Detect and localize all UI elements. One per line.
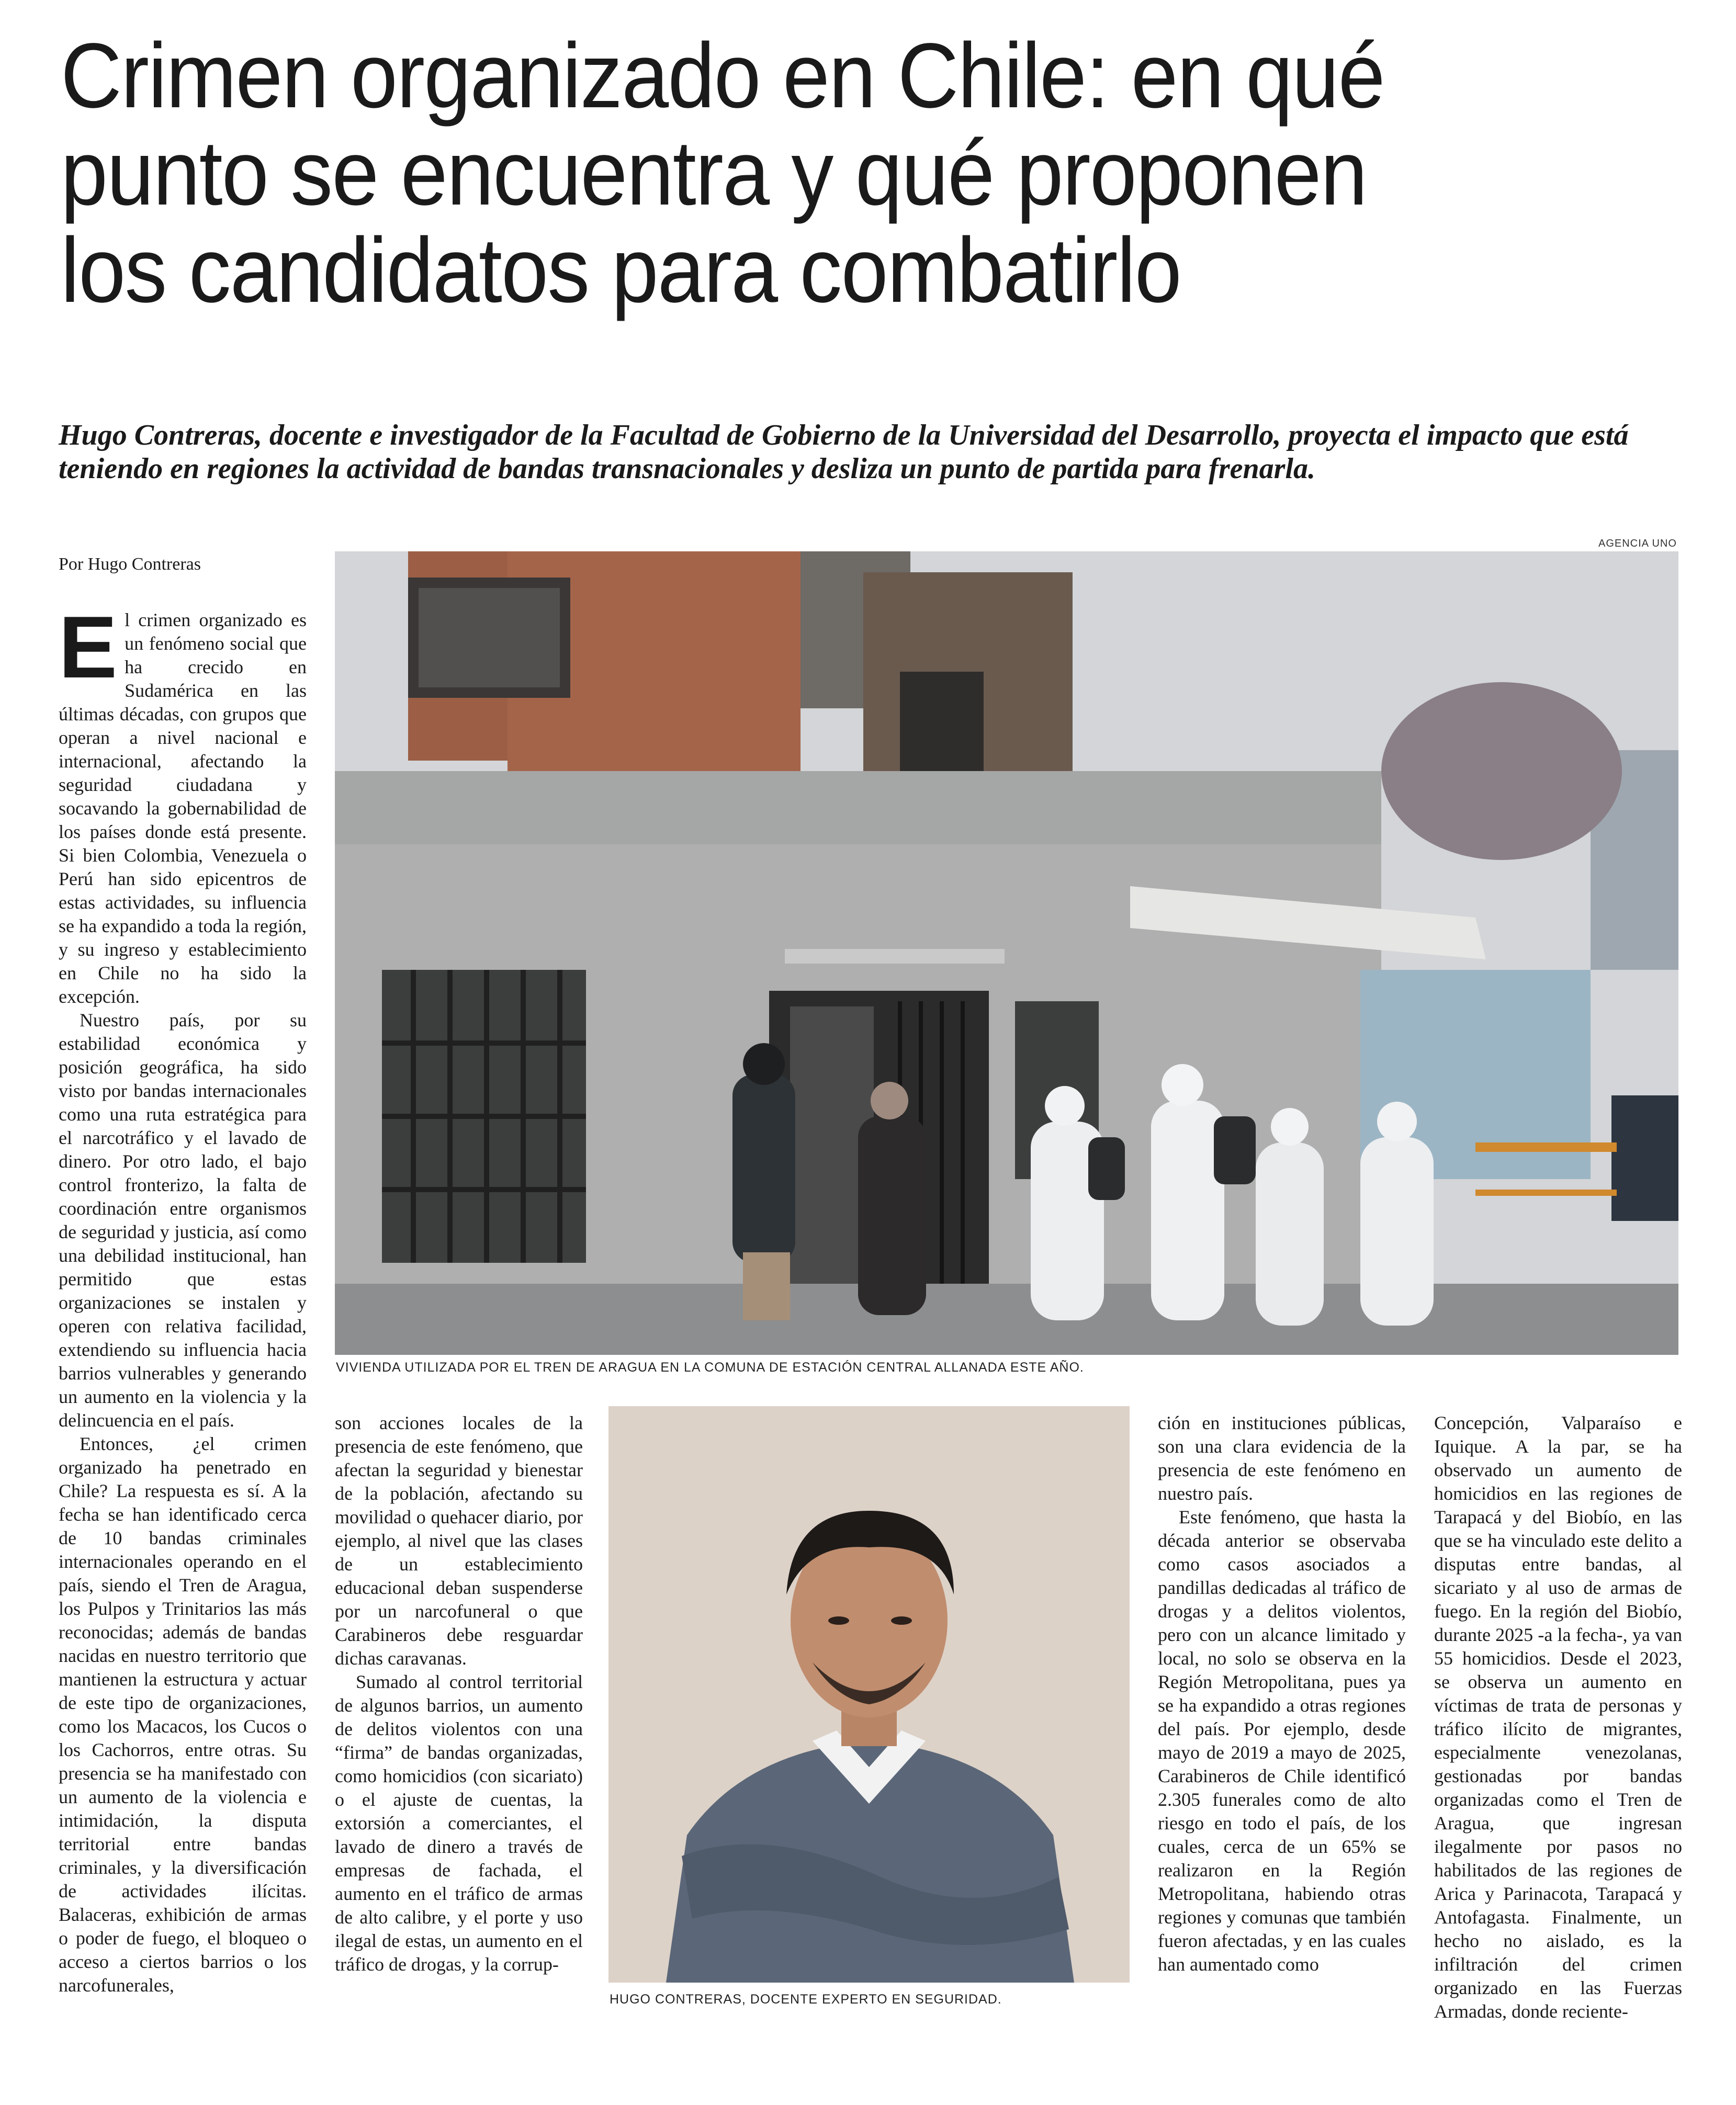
- main-photo: [335, 551, 1678, 1355]
- body-paragraph: Sumado al control territorial de algunos barrios, un aumento de delitos violentos con una “firma” de bandas organizadas, como homicidios (con sicariato) o el ajuste de cuentas, la extorsión a comerciantes, el lavado de dinero a través de empresas de fachada, el aumento en el tráfico de armas de alto calibre, y el porte y uso ilegal de estas, un aumento en el tráfico de drogas, y la corrup-: [335, 1671, 583, 1975]
- photo-credit: AGENCIA UNO: [1598, 538, 1677, 549]
- body-column-1: [59, 598, 307, 1997]
- body-paragraph: Entonces, ¿el crimen organizado ha penetrado en Chile? La respuesta es sí. A la fecha se han identificado cerca de 10 bandas criminales internacionales operando en el país, siendo el Tren de Aragua, los Pulpos y Trinitarios las más reconocidas; además de bandas nacidas en nuestro territorio que mantienen la estructura y actuar de este tipo de organizaciones, como los Macacos, los Cucos o los Cachorros, entre otras. Su presencia se ha manifestado con un aumento de la violencia e intimidación, la disputa territorial entre bandas criminales, y la diversificación de actividades ilícitas. Balaceras, exhibición de armas o poder de fuego, el bloqueo o acceso a ciertos barrios o los narcofunerales,: [59, 1433, 307, 1996]
- drop-cap: E: [59, 598, 118, 696]
- headline-line-3: los candidatos para combatirlo: [61, 219, 1181, 322]
- body-paragraph: El crimen organizado es un fenómeno social que ha crecido en Sudamérica en las últimas décadas, con grupos que operan a nivel nacional e internacional, afectando la seguridad ciudadana y socavando la gobernabilidad de los países donde está presente. Si bien Colombia, Venezuela o Perú han sido epicentros de estas actividades, su influencia se ha expandido a toda la región, y su ingreso y establecimiento en Chile no ha sido la excepción.: [59, 598, 307, 1007]
- headline: [61, 25, 1562, 322]
- byline: Por Hugo Contreras: [59, 554, 201, 574]
- body-column-2: [335, 1411, 583, 1976]
- body-paragraph: Nuestro país, por su estabilidad económica y posición geográfica, ha sido visto por bandas internacionales como una ruta estratégica para el narcotráfico y el lavado de dinero. Por otro lado, el bajo control fronterizo, la falta de coordinación entre organismos de seguridad y justicia, así como una debilidad institucional, han permitido que estas organizaciones se instalen y operen con relativa facilidad, extendiendo su influencia hacia barrios vulnerables y generando un aumento en la violencia y la delincuencia en el país.: [59, 1010, 307, 1431]
- portrait-photo: [608, 1406, 1130, 1983]
- dek-summary: Hugo Contreras, docente e investigador de la Facultad de Gobierno de la Universidad del Desarrollo, proyecta el impacto que está teniendo en regiones la actividad de bandas transnacionales y desliza un punto de partida para frenarla.: [59, 419, 1629, 485]
- body-column-3: [1158, 1411, 1406, 1976]
- headline-line-2: punto se encuentra y qué proponen: [61, 122, 1367, 224]
- body-paragraph: Este fenómeno, que hasta la década anterior se observaba como casos asociados a pandillas dedicadas al tráfico de drogas y a delitos violentos, pero con un alcance limitado y local, no solo se observa en la Región Metropolitana, pues ya se ha expandido a otras regiones del país. Por ejemplo, desde mayo de 2019 a mayo de 2025, Carabineros de Chile identificó 2.305 funerales como de alto riesgo en todo el país, de los cuales, cerca de un 65% se realizaron en la Región Metropolitana, habiendo otras regiones y comunas que también fueron afectadas, y en las cuales han aumentado como: [1158, 1507, 1406, 1975]
- body-paragraph: ción en instituciones públicas, son una clara evidencia de la presencia de este fenómeno en nuestro país.: [1158, 1412, 1406, 1504]
- main-photo-caption: VIVIENDA UTILIZADA POR EL TREN DE ARAGUA EN LA COMUNA DE ESTACIÓN CENTRAL ALLANADA ESTE AÑO.: [336, 1360, 1084, 1375]
- body-paragraph: Concepción, Valparaíso e Iquique. A la par, se ha observado un aumento de homicidios en las regiones de Tarapacá y del Biobío, en las que se ha vinculado este delito a disputas entre bandas, al sicariato y al uso de armas de fuego. En la región del Biobío, durante 2025 -a la fecha-, ya van 55 homicidios. Desde el 2023, se observa un aumento en víctimas de trata de personas y tráfico ilícito de migrantes, especialmente venezolanas, gestionadas por bandas organizadas como el Tren de Aragua, que ingresan ilegalmente por pasos no habilitados de las regiones de Arica y Parinacota, Tarapacá y Antofagasta. Finalmente, un hecho no aislado, es la infiltración del crimen organizado en las Fuerzas Armadas, donde reciente-: [1434, 1412, 1682, 2022]
- body-paragraph: son acciones locales de la presencia de este fenómeno, que afectan la seguridad y bienestar de la población, afectando su movilidad o quehacer diario, por ejemplo, al nivel que las clases de un establecimiento educacional deban suspenderse por un narcofuneral o que Carabineros debe resguardar dichas caravanas.: [335, 1412, 583, 1669]
- portrait-caption: HUGO CONTRERAS, DOCENTE EXPERTO EN SEGURIDAD.: [610, 1992, 1002, 2007]
- headline-line-1: Crimen organizado en Chile: en qué: [61, 25, 1384, 127]
- body-column-4: [1434, 1411, 1682, 2023]
